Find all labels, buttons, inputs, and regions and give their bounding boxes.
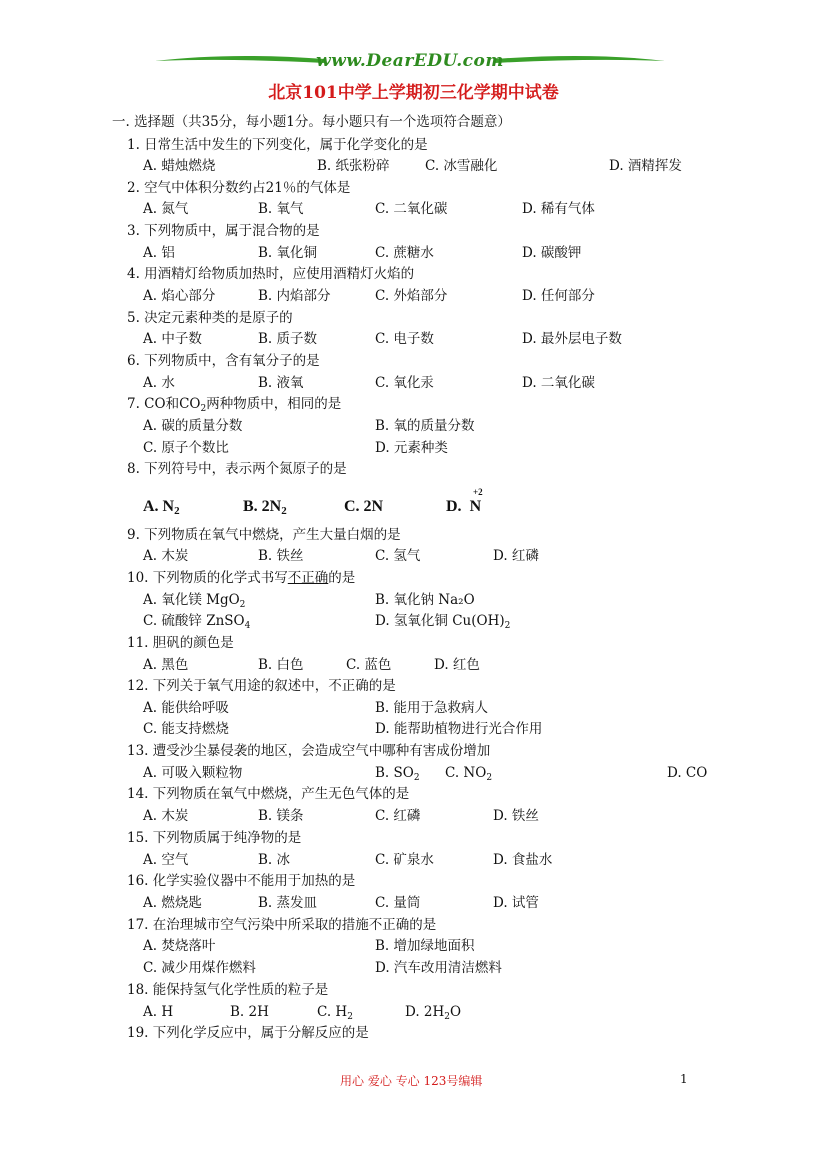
q15-option-c: C. 矿泉水 [375,852,434,868]
q17-option-a: A. 焚烧落叶 [143,938,216,954]
q14-option-b: B. 镁条 [258,808,304,824]
question-10 [127,569,355,587]
question-1: 1. 日常生活中发生的下列变化，属于化学变化的是 [127,137,428,153]
q10-option-b: B. 氧化钠 Na₂O [375,592,475,608]
q5-option-d: D. 最外层电子数 [522,331,622,347]
question-3: 3. 下列物质中，属于混合物的是 [127,223,320,239]
q13-option-a: A. 可吸入颗粒物 [143,765,243,781]
q13-option-b: B. $SO_2$ [375,765,420,783]
q10-option-c: C. 硫酸锌 ZnSO$_4$ [143,613,251,631]
site-url[interactable]: www.DearEDU.com [316,51,504,71]
q1-option-c: C. 冰雪融化 [425,158,498,174]
q7-option-c: C. 原子个数比 [143,440,229,456]
q9-option-a: A. 木炭 [143,548,189,564]
q16-option-a: A. 燃烧匙 [143,895,202,911]
q11-option-c: C. 蓝色 [346,657,392,673]
question-14: 14. 下列物质在氧气中燃烧，产生无色气体的是 [127,786,410,802]
question-9: 9. 下列物质在氧气中燃烧，产生大量白烟的是 [127,527,401,543]
q2-option-b: B. 氧气 [258,201,304,217]
q9-option-c: C. 氢气 [375,548,421,564]
question-6: 6. 下列物质中，含有氧分子的是 [127,353,320,369]
q3-option-d: D. 碳酸钾 [522,245,582,261]
question-2: 2. 空气中体积分数约占21％的气体是 [127,180,351,196]
q18-option-a: A. H [143,1004,174,1020]
q15-option-b: B. 冰 [258,852,291,868]
q5-option-b: B. 质子数 [258,331,318,347]
q15-option-a: A. 空气 [143,852,189,868]
q11-option-b: B. 白色 [258,657,304,673]
q7-stem-pre: 7. CO和CO [127,396,201,412]
q4-option-b: B. 内焰部分 [258,288,331,304]
q4-option-a: A. 焰心部分 [143,288,216,304]
q5-option-a: A. 中子数 [143,331,202,347]
q10-stem-post: 的是 [328,570,356,586]
question-7 [127,395,341,418]
q17-option-d: D. 汽车改用清洁燃料 [375,960,502,976]
q18-option-d: D. $2H_2O$ [405,1004,462,1022]
q10-option-a: A. 氧化镁 MgO$_2$ [143,592,246,610]
q16-option-b: B. 蒸发皿 [258,895,318,911]
q16-option-c: C. 量筒 [375,895,421,911]
q9-option-b: B. 铁丝 [258,548,304,564]
q7-stem-post: 两种物质中，相同的是 [206,396,342,412]
question-13: 13. 遭受沙尘暴侵袭的地区，会造成空气中哪种有害成份增加 [127,743,491,759]
q9-option-d: D. 红磷 [493,548,539,564]
q6-option-a: A. 水 [143,375,175,391]
q7-option-b: B. 氧的质量分数 [375,418,475,434]
question-16: 16. 化学实验仪器中不能用于加热的是 [127,873,356,889]
q13-option-c: C. $NO_2$ [445,765,493,783]
q8-option-c: C. 2N [344,498,384,515]
q8-option-b: B. $2N_2$ [243,498,287,517]
question-5: 5. 决定元素种类的是原子的 [127,310,293,326]
q3-option-b: B. 氧化铜 [258,245,318,261]
q17-option-b: B. 增加绿地面积 [375,938,475,954]
site-banner [150,50,670,72]
q12-option-c: C. 能支持燃烧 [143,721,229,737]
q7-option-a: A. 碳的质量分数 [143,418,243,434]
q10-stem-underline: 不正确 [287,570,329,586]
q3-option-c: C. 蔗糖水 [375,245,434,261]
q11-option-a: A. 黑色 [143,657,189,673]
page-number: 1 [680,1072,688,1086]
q11-option-d: D. 红色 [434,657,480,673]
q2-option-d: D. 稀有气体 [522,201,595,217]
q10-option-d: D. 氢氧化铜 $Cu(OH)_2$ [375,613,511,631]
q12-option-d: D. 能帮助植物进行光合作用 [375,721,543,737]
footer-text: 用心 爱心 专心 123号编辑 [340,1074,483,1088]
q10-stem-pre: 10. 下列物质的化学式书写 [127,570,288,586]
q14-option-a: A. 木炭 [143,808,189,824]
question-12: 12. 下列关于氧气用途的叙述中，不正确的是 [127,678,396,694]
q3-option-a: A. 铝 [143,245,175,261]
q7-option-d: D. 元素种类 [375,440,448,456]
section-heading: 一. 选择题（共35分，每小题1分。每小题只有一个选项符合题意） [112,114,511,130]
q18-option-c: C. $H_2$ [317,1004,353,1022]
question-17: 17. 在治理城市空气污染中所采取的措施不正确的是 [127,917,437,933]
q8-option-d-charge: +2 [473,487,483,497]
q7-stem-sub: 2 [200,404,207,414]
q1-option-a: A. 蜡烛燃烧 [143,158,216,174]
question-4: 4. 用酒精灯给物质加热时，应使用酒精灯火焰的 [127,266,415,282]
question-11: 11. 胆矾的颜色是 [127,635,234,651]
q4-option-c: C. 外焰部分 [375,288,448,304]
question-15: 15. 下列物质属于纯净物的是 [127,830,302,846]
q14-option-d: D. 铁丝 [493,808,539,824]
q14-option-c: C. 红磷 [375,808,421,824]
q6-option-d: D. 二氧化碳 [522,375,595,391]
q6-option-b: B. 液氧 [258,375,304,391]
q15-option-d: D. 食盐水 [493,852,553,868]
q12-option-b: B. 能用于急救病人 [375,700,489,716]
q12-option-a: A. 能供给呼吸 [143,700,229,716]
q13-option-d: D. CO [667,765,708,781]
q8-option-a: A. $N_2$ [143,498,180,517]
q16-option-d: D. 试管 [493,895,539,911]
question-18: 18. 能保持氢气化学性质的粒子是 [127,982,329,998]
page-title: 北京101中学上学期初三化学期中试卷 [268,83,559,103]
q4-option-d: D. 任何部分 [522,288,595,304]
q18-option-b: B. 2H [230,1004,269,1020]
question-19: 19. 下列化学反应中，属于分解反应的是 [127,1025,369,1041]
q2-option-c: C. 二氧化碳 [375,201,448,217]
question-8: 8. 下列符号中，表示两个氮原子的是 [127,461,347,477]
q17-option-c: C. 减少用煤作燃料 [143,960,256,976]
q1-option-b: B. 纸张粉碎 [317,158,390,174]
q2-option-a: A. 氮气 [143,201,189,217]
q6-option-c: C. 氧化汞 [375,375,434,391]
q8-option-d: D. N [446,498,482,515]
q5-option-c: C. 电子数 [375,331,434,347]
q1-option-d: D. 酒精挥发 [609,158,682,174]
